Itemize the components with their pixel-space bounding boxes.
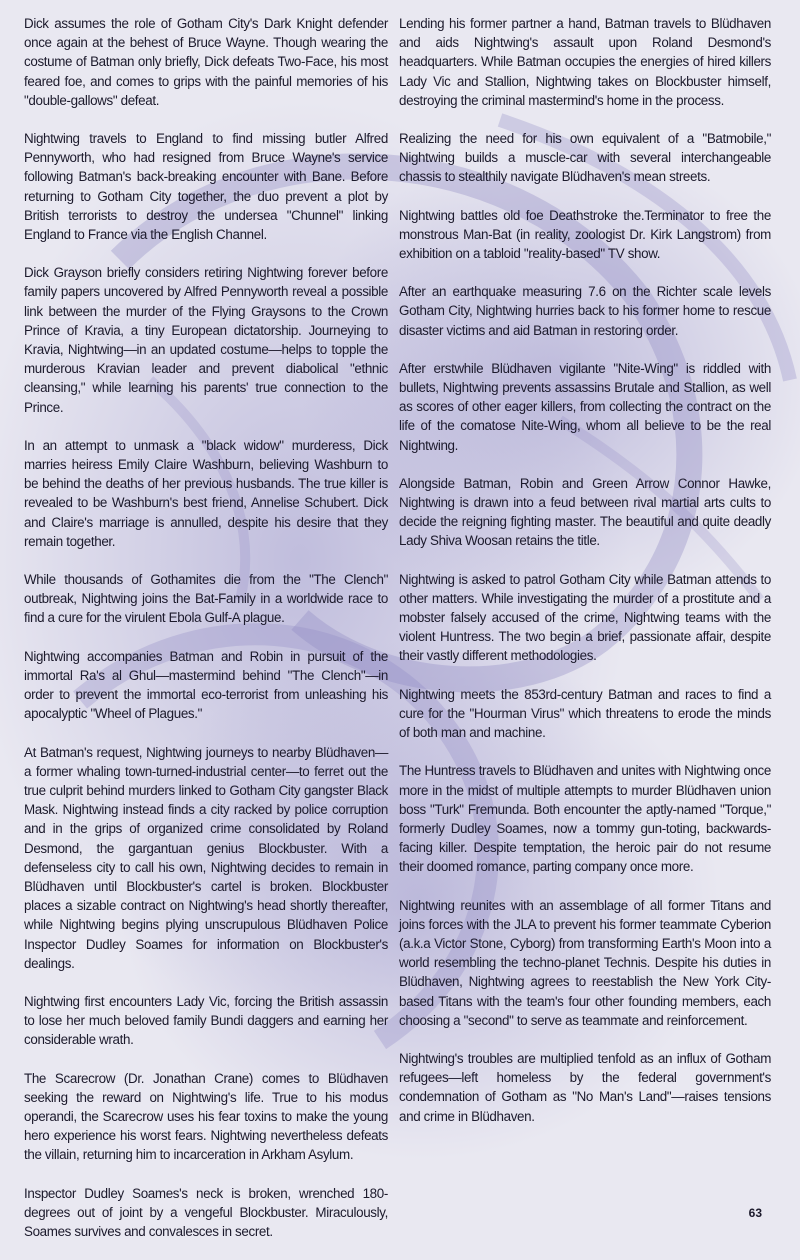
right-column — [399, 14, 771, 1145]
paragraph: Dick Grayson briefly considers retiring Nightwing forever before family papers uncovered by Alfred Pennyworth reveal a possible link between the murder of the Flying Graysons to the Crown Prince of Kravia, a tiny European dictatorship. Journeying to Kravia, Nightwing—in an updated costume—helps to topple the murderous Kravian leader and prevent diabolical "ethnic cleansing," while learning his parents' true connection to the Prince. — [24, 265, 388, 415]
left-column — [24, 14, 388, 1260]
paragraph: Inspector Dudley Soames's neck is broken, wrenched 180-degrees out of joint by a vengeful Blockbuster. Miraculously, Soames survives and convalesces in secret. — [24, 1185, 388, 1239]
paragraph: Lending his former partner a hand, Batman travels to Blüdhaven and aids Nightwing's assault upon Roland Desmond's headquarters. While Batman occupies the energies of hired killers Lady Vic and Stallion, Nightwing takes on Blockbuster himself, destroying the criminal mastermind's home in the process. — [399, 16, 771, 108]
paragraph: Dick assumes the role of Gotham City's Dark Knight defender once again at the behest of Bruce Wayne. Though wearing the costume of Batman only briefly, Dick defeats Two-Face, his most feared foe, and comes to grips with the painful memories of his "double-gallows" defeat. — [24, 16, 388, 108]
paragraph: Nightwing accompanies Batman and Robin in pursuit of the immortal Ra's al Ghul—mastermind behind "The Clench"—in order to prevent the immortal eco-terrorist from unleashing his apocalyptic "Wheel of Plagues." — [24, 648, 388, 722]
paragraph: The Huntress travels to Blüdhaven and unites with Nightwing once more in the midst of multiple attempts to murder Blüdhaven union boss "Turk" Fremunda. Both encounter the aptly-named "Torque," formerly Dudley Soames, now a tommy gun-toting, backwards-facing killer. Despite temptation, the heroic pair do not resume their doomed romance, parting company once more. — [399, 763, 771, 875]
paragraph: The Scarecrow (Dr. Jonathan Crane) comes to Blüdhaven seeking the reward on Nightwing's life. True to his modus operandi, the Scarecrow uses his fear toxins to make the young hero experience his worst fears. Nightwing nevertheless defeats the villain, returning him to incarceration in Arkham Asylum. — [24, 1070, 388, 1163]
paragraph: Alongside Batman, Robin and Green Arrow Connor Hawke, Nightwing is drawn into a feud between rival martial arts cults to decide the reigning fighting master. The beautiful and quite deadly Lady Shiva Woosan retains the title. — [399, 475, 771, 549]
paragraph: After an earthquake measuring 7.6 on the Richter scale levels Gotham City, Nightwing hurries back to his former home to rescue disaster victims and aid Batman in restoring order. — [399, 284, 771, 338]
paragraph: After erstwhile Blüdhaven vigilante "Nite-Wing" is riddled with bullets, Nightwing prevents assassins Brutale and Stallion, as well as scores of other eager killers, from collecting the contract on the life of the comatose Nite-Wing, whom all believe to be the real Nightwing. — [399, 360, 771, 453]
paragraph: At Batman's request, Nightwing journeys to nearby Blüdhaven—a former whaling town-turned-industrial center—to ferret out the true culprit behind murders linked to Gotham City gangster Black Mask. Nightwing instead finds a city racked by police corruption and in the grips of organized crime consolidated by Roland Desmond, the gargantuan genius Blockbuster. With a defenseless city to call his own, Nightwing decides to remain in Blüdhaven until Blockbuster's cartel is broken. Blockbuster places a sizable contract on Nightwing's head shortly thereafter, while Nightwing begins plying unscrupulous Blüdhaven Police Inspector Dudley Soames for information on Blockbuster's dealings. — [24, 744, 388, 971]
paragraph: While thousands of Gothamites die from the "The Clench" outbreak, Nightwing joins the Bat-Family in a worldwide race to find a cure for the virulent Ebola Gulf-A plague. — [24, 572, 388, 626]
paragraph: In an attempt to unmask a "black widow" murderess, Dick marries heiress Emily Claire Washburn, believing Washburn to be behind the deaths of her previous husbands. The true killer is revealed to be Washburn's best friend, Annelise Schubert. Dick and Claire's marriage is annulled, despite his desire that they remain together. — [24, 437, 388, 549]
paragraph: Nightwing battles old foe Deathstroke the.Terminator to free the monstrous Man-Bat (in reality, zoologist Dr. Kirk Langstrom) from exhibition on a tabloid "reality-based" TV show. — [399, 207, 771, 262]
paragraph: Nightwing's troubles are multiplied tenfold as an influx of Gotham refugees—left homeless by the federal government's condemnation of Gotham as "No Man's Land"—raises tensions and crime in Blüdhaven. — [399, 1050, 771, 1124]
paragraph: Realizing the need for his own equivalent of a "Batmobile," Nightwing builds a muscle-car with several interchangeable chassis to stealthily navigate Blüdhaven's mean streets. — [399, 131, 771, 185]
page-number: 63 — [748, 1206, 762, 1220]
paragraph: Nightwing travels to England to find missing butler Alfred Pennyworth, who had resigned from Bruce Wayne's service following Batman's back-breaking encounter with Bane. Before returning to Gotham City together, the duo prevent a plot by British terrorists to destroy the undersea "Chunnel" linking England to France via the English Channel. — [24, 131, 388, 243]
paragraph: Nightwing meets the 853rd-century Batman and races to find a cure for the "Hourman Virus" which threatens to erode the minds of both man and machine. — [399, 686, 771, 741]
paragraph: Nightwing is asked to patrol Gotham City while Batman attends to other matters. While investigating the murder of a prostitute and a mobster falsely accused of the crime, Nightwing teams with the violent Huntress. The two begin a brief, passionate affair, despite their vastly different methodologies. — [399, 571, 771, 664]
paragraph: Nightwing first encounters Lady Vic, forcing the British assassin to lose her much beloved family Bundi daggers and earning her considerable wrath. — [24, 993, 388, 1048]
paragraph: Nightwing reunites with an assemblage of all former Titans and joins forces with the JLA to prevent his former teammate Cyberion (a.k.a Victor Stone, Cyborg) from transforming Earth's Moon into a world resembling the techno-planet Technis. Despite his duties in Blüdhaven, Nightwing agrees to reestablish the New York City-based Titans with the team's four other founding members, each choosing a "second" to serve as teammate and reinforcement. — [399, 897, 771, 1028]
